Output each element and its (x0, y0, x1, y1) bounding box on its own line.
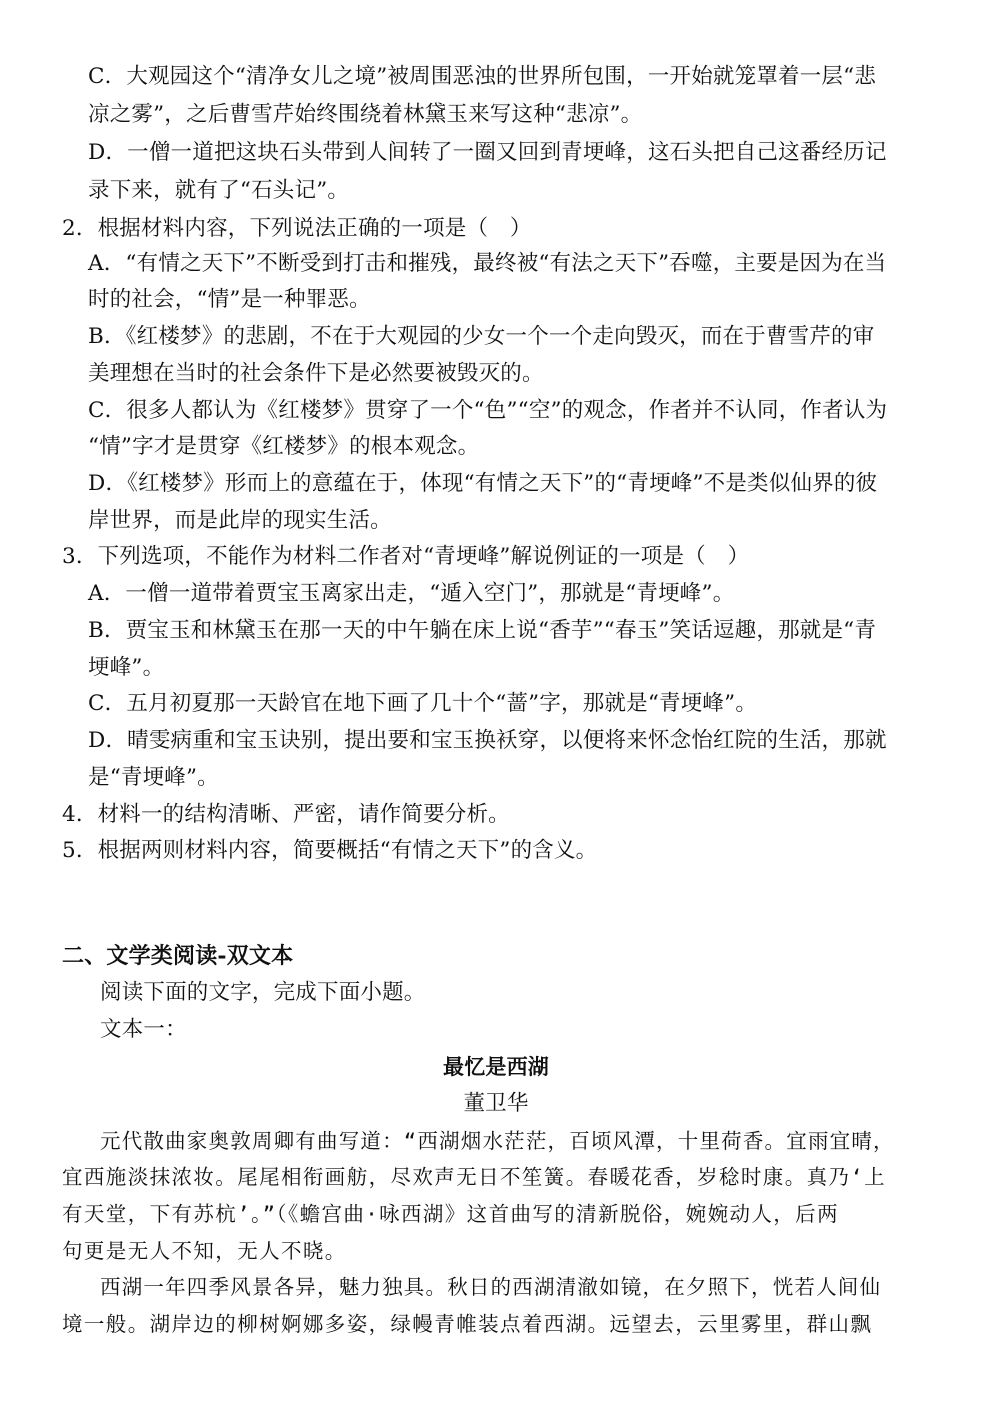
article-author: 董卫华 (463, 1091, 529, 1116)
q2-option-b-line-1: B．《红楼梦》的悲剧，不在于大观园的少女一个一个走向毁灭，而在于曹雪芹的审 (88, 324, 875, 349)
option-d-line-2: 录下来，就有了“石头记”。 (88, 178, 350, 203)
section-instruction: 阅读下面的文字，完成下面小题。 (100, 980, 426, 1005)
q3-option-d-line-1: D．晴雯病重和宝玉诀别，提出要和宝玉换袄穿，以便将来怀念怡红院的生活，那就 (88, 728, 887, 753)
question-2: 2．根据材料内容，下列说法正确的一项是（ ） (62, 216, 532, 241)
article-title: 最忆是西湖 (443, 1054, 549, 1079)
option-d-line-1: D．一僧一道把这块石头带到人间转了一圈又回到青埂峰，这石头把自己这番经历记 (88, 140, 887, 165)
q3-option-a: A．一僧一道带着贾宝玉离家出走，“遁入空门”，那就是“青埂峰”。 (88, 581, 735, 606)
q3-option-c: C．五月初夏那一天龄官在地下画了几十个“蔷”字，那就是“青埂峰”。 (88, 691, 758, 716)
q2-option-a-line-2: 时的社会，“情”是一种罪恶。 (88, 287, 371, 312)
q2-option-d-line-2: 岸世界，而是此岸的现实生活。 (88, 508, 392, 533)
text-label: 文本一： (100, 1017, 187, 1042)
section-heading: 二、文学类阅读-双文本 (62, 943, 294, 969)
q3-option-d-line-2: 是“青埂峰”。 (88, 765, 219, 790)
q2-option-b-line-2: 美理想在当时的社会条件下是必然要被毁灭的。 (88, 361, 544, 386)
q2-option-c-line-2: “情”字才是贯穿《红楼梦》的根本观念。 (88, 434, 480, 459)
q2-option-a-line-1: A．“有情之天下”不断受到打击和摧残，最终被“有法之天下”吞噬，主要是因为在当 (88, 251, 887, 276)
q2-option-d-line-1: D．《红楼梦》形而上的意蕴在于，体现“有情之天下”的“青埂峰”不是类似仙界的彼 (88, 471, 878, 496)
question-5: 5．根据两则材料内容，简要概括“有情之天下”的含义。 (62, 838, 598, 863)
question-4: 4．材料一的结构清晰、严密，请作简要分析。 (62, 802, 510, 827)
q3-option-b-line-2: 埂峰”。 (88, 655, 165, 680)
q3-option-b-line-1: B．贾宝玉和林黛玉在那一天的中午躺在床上说“香芋”“春玉”笑话逗趣，那就是“青 (88, 618, 877, 643)
body-paragraph-1-line-1: 元代散曲家奥敦周卿有曲写道：“西湖烟水茫茫，百顷风潭，十里荷香。宜雨宜晴， (100, 1129, 895, 1153)
body-paragraph-1-line-2: 宜西施淡抹浓妆。尾尾相衔画舫，尽欢声无日不笙簧。春暖花香，岁稔时康。真乃‘上 (62, 1165, 887, 1189)
question-3: 3．下列选项，不能作为材料二作者对“青埂峰”解说例证的一项是（ ） (62, 544, 750, 569)
body-paragraph-2-line-1: 西湖一年四季风景各异，魅力独具。秋日的西湖清澈如镜，在夕照下，恍若人间仙 (100, 1275, 882, 1299)
q2-option-c-line-1: C．很多人都认为《红楼梦》贯穿了一个“色”“空”的观念，作者并不认同，作者认为 (88, 398, 888, 423)
option-c-line-1: C．大观园这个“清净女儿之境”被周围恶浊的世界所包围，一开始就笼罩着一层“悲 (88, 64, 877, 89)
body-paragraph-2-line-2: 境一般。湖岸边的柳树婀娜多姿，绿幔青帷装点着西湖。远望去，云里雾里，群山飘 (62, 1312, 873, 1336)
option-c-line-2: 凉之雾”，之后曹雪芹始终围绕着林黛玉来写这种“悲凉”。 (88, 102, 643, 127)
body-paragraph-1-line-4: 句更是无人不知，无人不晓。 (62, 1239, 347, 1263)
body-paragraph-1-line-3: 有天堂，下有苏杭’。”（《蟾宫曲·咏西湖》这首曲写的清新脱俗，婉婉动人，后两 (62, 1202, 839, 1226)
